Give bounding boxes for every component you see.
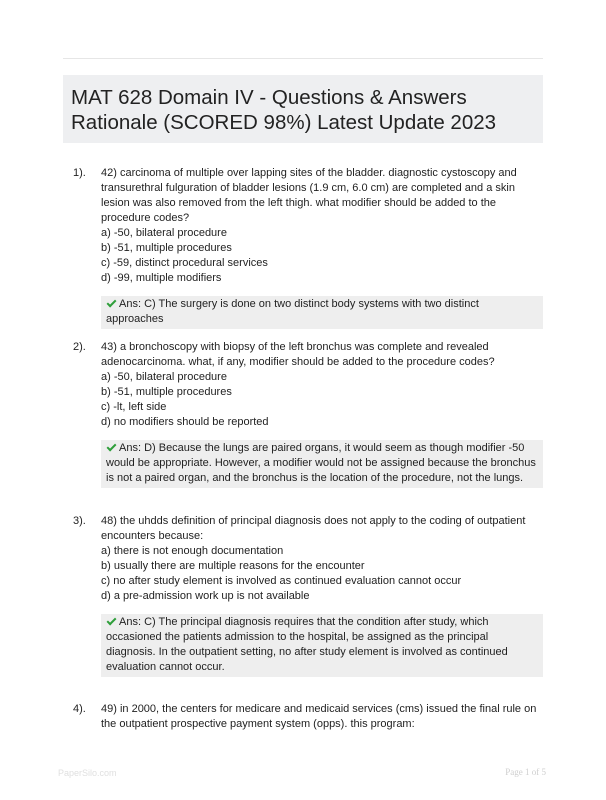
check-icon (106, 442, 116, 452)
question-3 (73, 514, 543, 677)
option-c: c) -lt, left side (101, 401, 167, 413)
option-b: b) -51, multiple procedures (101, 386, 232, 398)
answer-box (101, 296, 543, 329)
question-number: 3). (73, 515, 86, 527)
option-b: b) usually there are multiple reasons for the encounter (101, 560, 365, 572)
answer-text: Ans: C) The principal diagnosis requires that the condition after study, which occasioned the patients admission to the hospital, be assigned as the principal diagnosis. In the outpatient setting, no after study element is involved as continued evaluation cannot occur. (106, 616, 508, 673)
question-1 (73, 166, 543, 329)
option-a: a) -50, bilateral procedure (101, 227, 227, 239)
option-c: c) -59, distinct procedural services (101, 257, 268, 269)
question-stem: 48) the uhdds definition of principal diagnosis does not apply to the coding of outpatient encounters because: (101, 515, 526, 542)
option-d: d) no modifiers should be reported (101, 416, 269, 428)
answer-box (101, 440, 543, 488)
question-number: 2). (73, 341, 86, 353)
option-b: b) -51, multiple procedures (101, 242, 232, 254)
question-2 (73, 340, 543, 488)
answer-text: Ans: D) Because the lungs are paired organs, it would seem as though modifier -50 would be appropriate. However, a modifier would not be assigned because the bronchus is not a paired organ, and the bronchus is the location of the procedure, not the lungs. (106, 442, 536, 484)
question-number: 4). (73, 703, 86, 715)
check-icon (106, 298, 116, 308)
footer-site-watermark: PaperSilo.com (58, 768, 117, 778)
page-number: Page 1 of 5 (505, 767, 546, 777)
check-icon (106, 616, 116, 626)
top-divider (63, 58, 543, 59)
question-number: 1). (73, 167, 86, 179)
question-4 (73, 702, 543, 732)
answer-text: Ans: C) The surgery is done on two distinct body systems with two distinct approaches (106, 298, 479, 325)
question-stem: 42) carcinoma of multiple over lapping sites of the bladder. diagnostic cystoscopy and transurethral fulguration of bladder lesions (1.9 cm, 6.0 cm) are completed and a skin lesion was also removed from the left thigh. what modifier should be added to the procedure codes? (101, 167, 517, 224)
option-d: d) -99, multiple modifiers (101, 272, 222, 284)
title-banner (63, 75, 543, 143)
question-stem: 49) in 2000, the centers for medicare and medicaid services (cms) issued the final rule on the outpatient prospective payment system (opps). this program: (101, 703, 537, 730)
question-stem: 43) a bronchoscopy with biopsy of the left bronchus was complete and revealed adenocarcinoma. what, if any, modifier should be added to the procedure codes? (101, 341, 495, 368)
answer-box (101, 614, 543, 677)
option-c: c) no after study element is involved as continued evaluation cannot occur (101, 575, 462, 587)
option-a: a) -50, bilateral procedure (101, 371, 227, 383)
document-title: MAT 628 Domain IV - Questions & Answers Rationale (SCORED 98%) Latest Update 2023 (71, 86, 497, 134)
option-d: d) a pre-admission work up is not available (101, 590, 310, 602)
option-a: a) there is not enough documentation (101, 545, 284, 557)
